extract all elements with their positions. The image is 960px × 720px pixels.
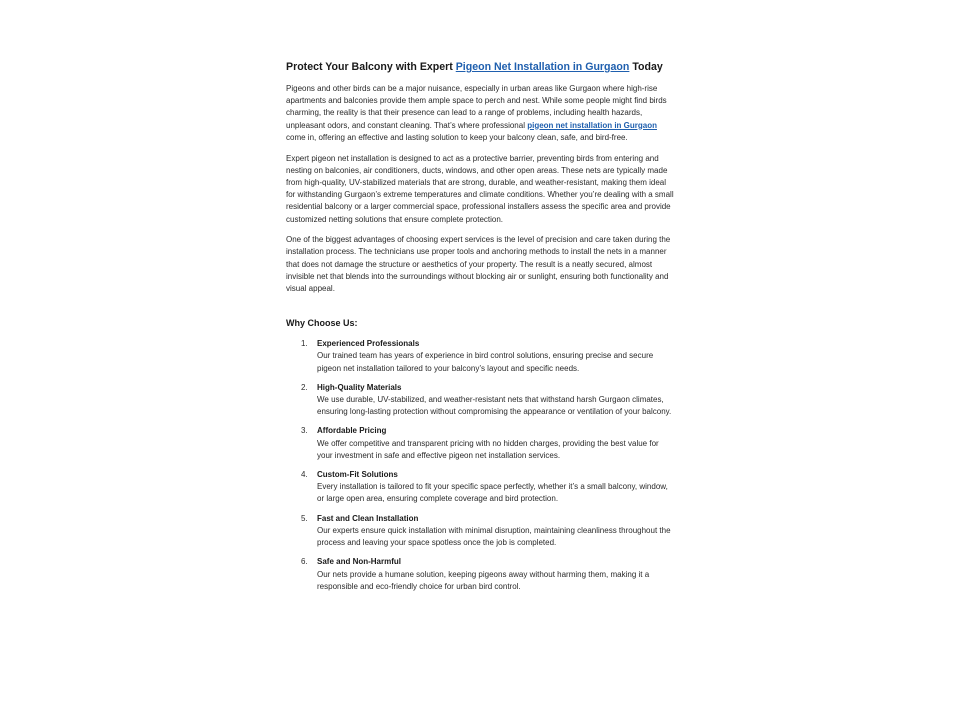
list-item	[286, 338, 676, 375]
list-item-description: We use durable, UV-stabilized, and weather-resistant nets that withstand harsh Gurgaon climates, ensuring long-lasting protection without compromising the appearance or ventilation of your balcony.	[317, 395, 672, 417]
list-item-title: High-Quality Materials	[317, 382, 402, 392]
list-item	[286, 469, 676, 506]
intro-text-part1: Pigeons and other birds can be a major nuisance, especially in urban areas like Gurgaon where high-rise apartments and balconies provide them ample space to perch and nest. While some people might find birds charming, the reality is that their presence can lead to a range of problems, including health hazards, unpleasant odors, and constant cleaning. That’s where professional	[286, 84, 667, 130]
list-item	[286, 382, 676, 419]
list-item-title: Experienced Professionals	[317, 339, 420, 349]
list-item-number: 1.	[301, 339, 308, 349]
list-item-number: 2.	[301, 382, 308, 392]
intro-paragraph	[286, 83, 676, 144]
list-item	[286, 425, 676, 462]
list-item-number: 5.	[301, 513, 308, 523]
list-item-description: Our trained team has years of experience in bird control solutions, ensuring precise and secure pigeon net installation tailored to your balcony’s layout and specific needs.	[317, 351, 654, 373]
list-item-title: Safe and Non-Harmful	[317, 557, 402, 567]
document-page	[286, 60, 676, 600]
installation-paragraph: Expert pigeon net installation is designed to act as a protective barrier, preventing birds from entering and nesting on balconies, air conditioners, ducts, windows, and other open areas. These nets are typically made from high-quality, UV-stabilized materials that are strong, durable, and weather-resistant, making them ideal for withstanding Gurgaon’s extreme temperatures and climate conditions. Whether you’re dealing with a small residential balcony or a larger commercial space, professional installers assess the specific area and provide customized netting solutions that ensure complete protection.	[286, 153, 674, 224]
list-item-description: Our nets provide a humane solution, keeping pigeons away without harming them, making it a responsible and eco-friendly choice for urban bird control.	[317, 569, 650, 591]
list-item-title: Custom-Fit Solutions	[317, 470, 398, 480]
list-item	[286, 513, 676, 550]
list-item-number: 3.	[301, 426, 308, 436]
list-item-number: 4.	[301, 470, 308, 480]
list-item-title: Fast and Clean Installation	[317, 513, 419, 523]
advantages-paragraph: One of the biggest advantages of choosing expert services is the level of precision and care taken during the installation process. The technicians use proper tools and anchoring methods to install the nets in a manner that does not damage the structure or aesthetics of your property. The result is a neatly secured, almost invisible net that blends into the surroundings without blocking air or sunlight, ensuring both functionality and visual appeal.	[286, 235, 671, 294]
title-link[interactable]: Pigeon Net Installation in Gurgaon	[455, 61, 630, 73]
list-item-title: Affordable Pricing	[317, 426, 387, 436]
why-choose-heading: Why Choose Us:	[286, 318, 358, 329]
list-item-description: We offer competitive and transparent pricing with no hidden charges, providing the best value for your investment in safe and effective pigeon net installation services.	[317, 438, 659, 460]
list-item-description: Every installation is tailored to fit your specific space perfectly, whether it’s a small balcony, window, or large open area, ensuring complete coverage and bird protection.	[317, 482, 668, 504]
title-suffix: Today	[629, 61, 663, 73]
intro-link[interactable]: pigeon net installation in Gurgaon	[527, 120, 657, 130]
reasons-list	[286, 338, 676, 593]
page-title	[286, 60, 676, 74]
list-item-number: 6.	[301, 557, 308, 567]
list-item-description: Our experts ensure quick installation with minimal disruption, maintaining cleanliness throughout the process and leaving your space spotless once the job is completed.	[317, 525, 671, 548]
list-item	[286, 556, 676, 593]
title-prefix: Protect Your Balcony with Expert	[286, 61, 456, 73]
intro-text-part2: come in, offering an effective and lasting solution to keep your balcony clean, safe, and bird-free.	[286, 132, 628, 142]
